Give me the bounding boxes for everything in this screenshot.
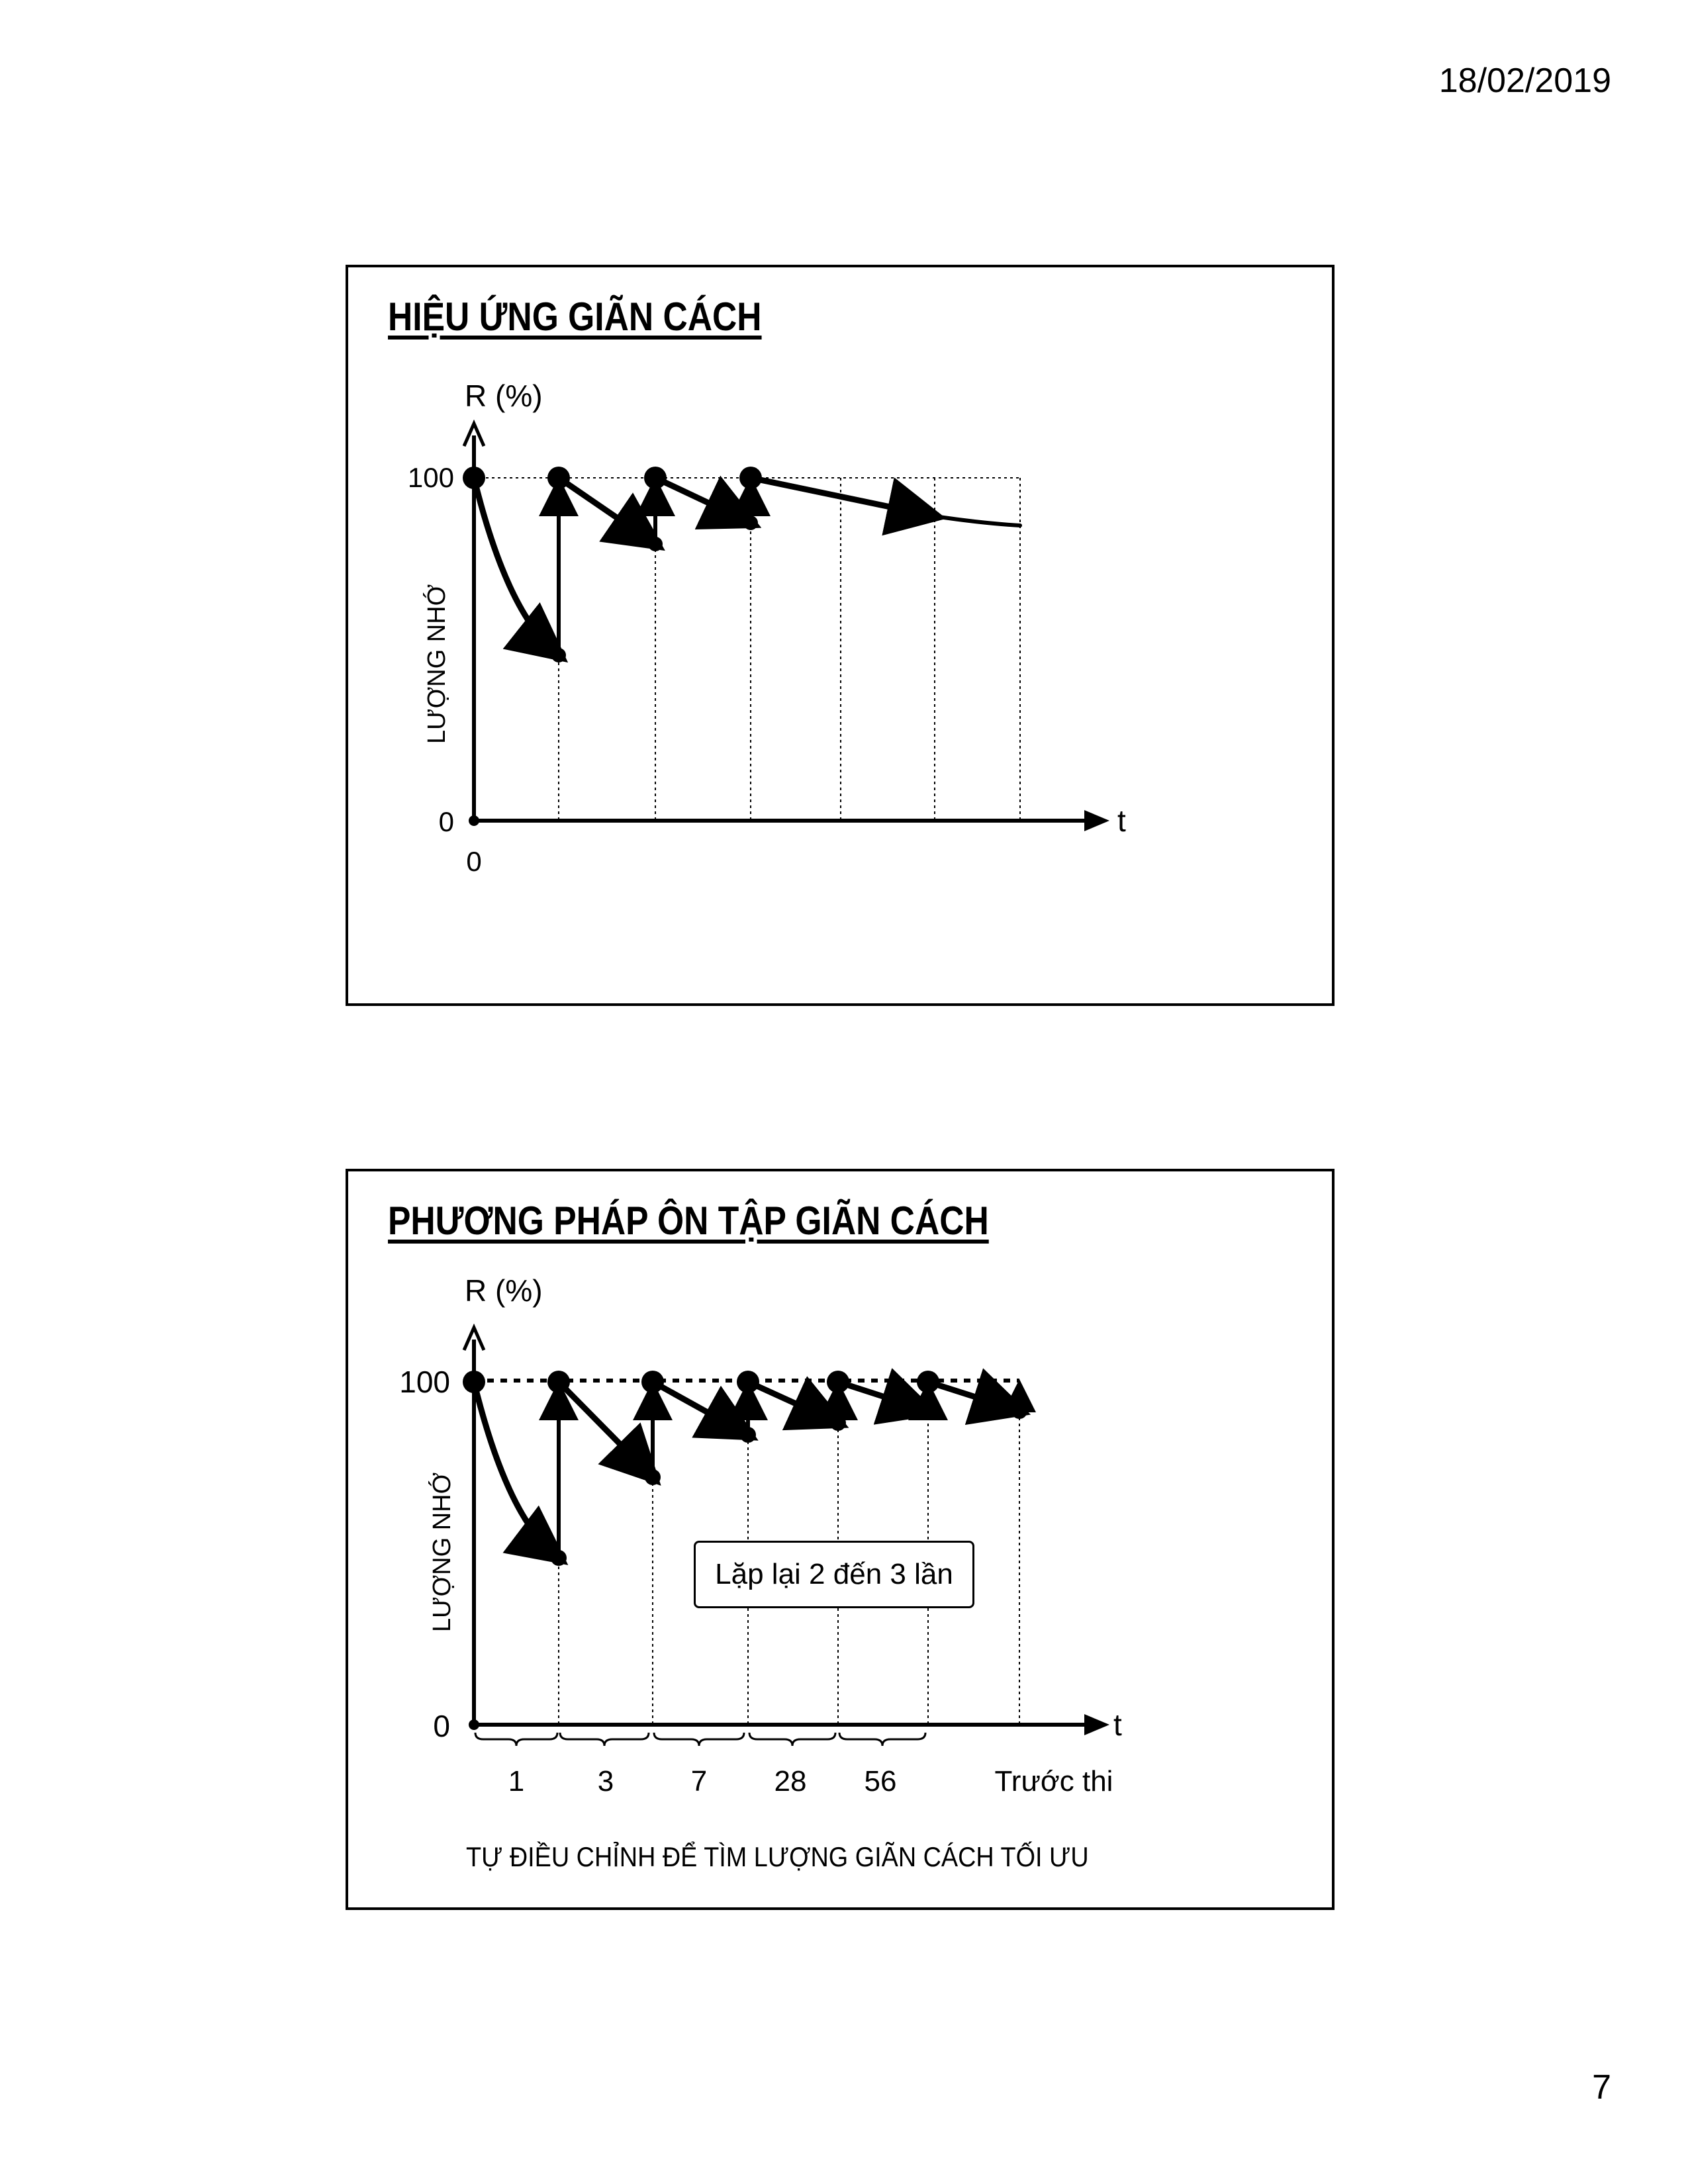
forgetting-curve-2	[559, 1382, 653, 1477]
interval-label: 56	[864, 1765, 897, 1797]
review-points	[463, 1371, 1027, 1566]
forgetting-curve-6	[928, 1382, 1019, 1411]
origin-dot	[469, 815, 479, 826]
forgetting-curve-5	[838, 1382, 928, 1411]
review-point	[644, 467, 667, 489]
x-axis-label: t	[1113, 1707, 1122, 1742]
retention-curves	[474, 1382, 1019, 1558]
interval-brace	[749, 1733, 835, 1746]
forgetting-curve-3	[655, 478, 751, 523]
decay-point	[648, 537, 663, 551]
decay-point	[740, 1427, 756, 1443]
interval-labels	[508, 1765, 1113, 1797]
y-axis-caption: LƯỢNG NHỚ	[428, 1472, 456, 1632]
review-point	[917, 1371, 939, 1393]
slide-spaced-repetition	[346, 1169, 1335, 1910]
y-axis-label: R (%)	[465, 379, 543, 413]
decay-point	[645, 1469, 661, 1485]
review-points	[463, 467, 762, 662]
slide-title: HIỆU ỨNG GIÃN CÁCH	[388, 295, 762, 339]
x-axis-arrow	[1084, 810, 1109, 831]
y-tick-0: 0	[433, 1709, 450, 1743]
review-point	[547, 1371, 570, 1393]
review-point	[463, 467, 485, 489]
bottom-caption: TỰ ĐIỀU CHỈNH ĐỂ TÌM LƯỢNG GIÃN CÁCH TỐI ƯU	[466, 1841, 1089, 1872]
review-point	[641, 1371, 664, 1393]
interval-brace	[839, 1733, 925, 1746]
y-tick-100: 100	[399, 1365, 450, 1399]
interval-brace	[654, 1733, 744, 1746]
decay-point	[551, 1550, 567, 1566]
forgetting-curve-1	[474, 1382, 559, 1558]
x-axis-arrow	[1084, 1714, 1109, 1735]
forgetting-curve-2	[559, 478, 655, 544]
x-axis-label: t	[1117, 803, 1126, 838]
header-date: 18/02/2019	[1438, 62, 1611, 100]
y-axis-caption: LƯỢNG NHỚ	[423, 584, 451, 744]
interval-braces	[475, 1733, 925, 1746]
forgetting-curve-tail	[935, 516, 1020, 525]
review-point	[463, 1371, 485, 1393]
interval-label: 1	[508, 1765, 525, 1797]
retention-curves	[474, 478, 1020, 655]
interval-brace	[475, 1733, 557, 1746]
slide-spacing-effect	[346, 265, 1335, 1006]
decay-point	[551, 648, 566, 662]
origin-dot	[469, 1719, 479, 1730]
forgetting-curve-4	[748, 1382, 838, 1423]
review-point	[547, 467, 570, 489]
chart-spacing-effect	[348, 267, 1337, 1009]
decay-point	[920, 1403, 936, 1419]
review-point	[827, 1371, 849, 1393]
y-axis-label: R (%)	[465, 1273, 543, 1308]
page-number: 7	[1592, 2068, 1611, 2107]
interval-label: 28	[774, 1765, 807, 1797]
interval-label: 7	[690, 1765, 708, 1797]
review-point	[737, 1371, 759, 1393]
review-point	[739, 467, 762, 489]
slide-title: PHƯƠNG PHÁP ÔN TẬP GIÃN CÁCH	[388, 1199, 989, 1243]
decay-point	[830, 1415, 846, 1431]
interval-label: 3	[597, 1765, 614, 1797]
decay-point	[1011, 1403, 1027, 1419]
interval-brace	[560, 1733, 649, 1746]
interval-label: Trước thi	[994, 1765, 1113, 1797]
x-origin-label: 0	[466, 846, 482, 877]
y-tick-0: 0	[438, 806, 454, 837]
repeat-note: Lặp lại 2 đến 3 lần	[694, 1541, 974, 1608]
y-tick-100: 100	[407, 462, 454, 493]
forgetting-curve-3	[653, 1382, 748, 1435]
forgetting-curve-4	[751, 478, 935, 516]
decay-point	[743, 516, 758, 530]
forgetting-curve-1	[474, 478, 559, 655]
